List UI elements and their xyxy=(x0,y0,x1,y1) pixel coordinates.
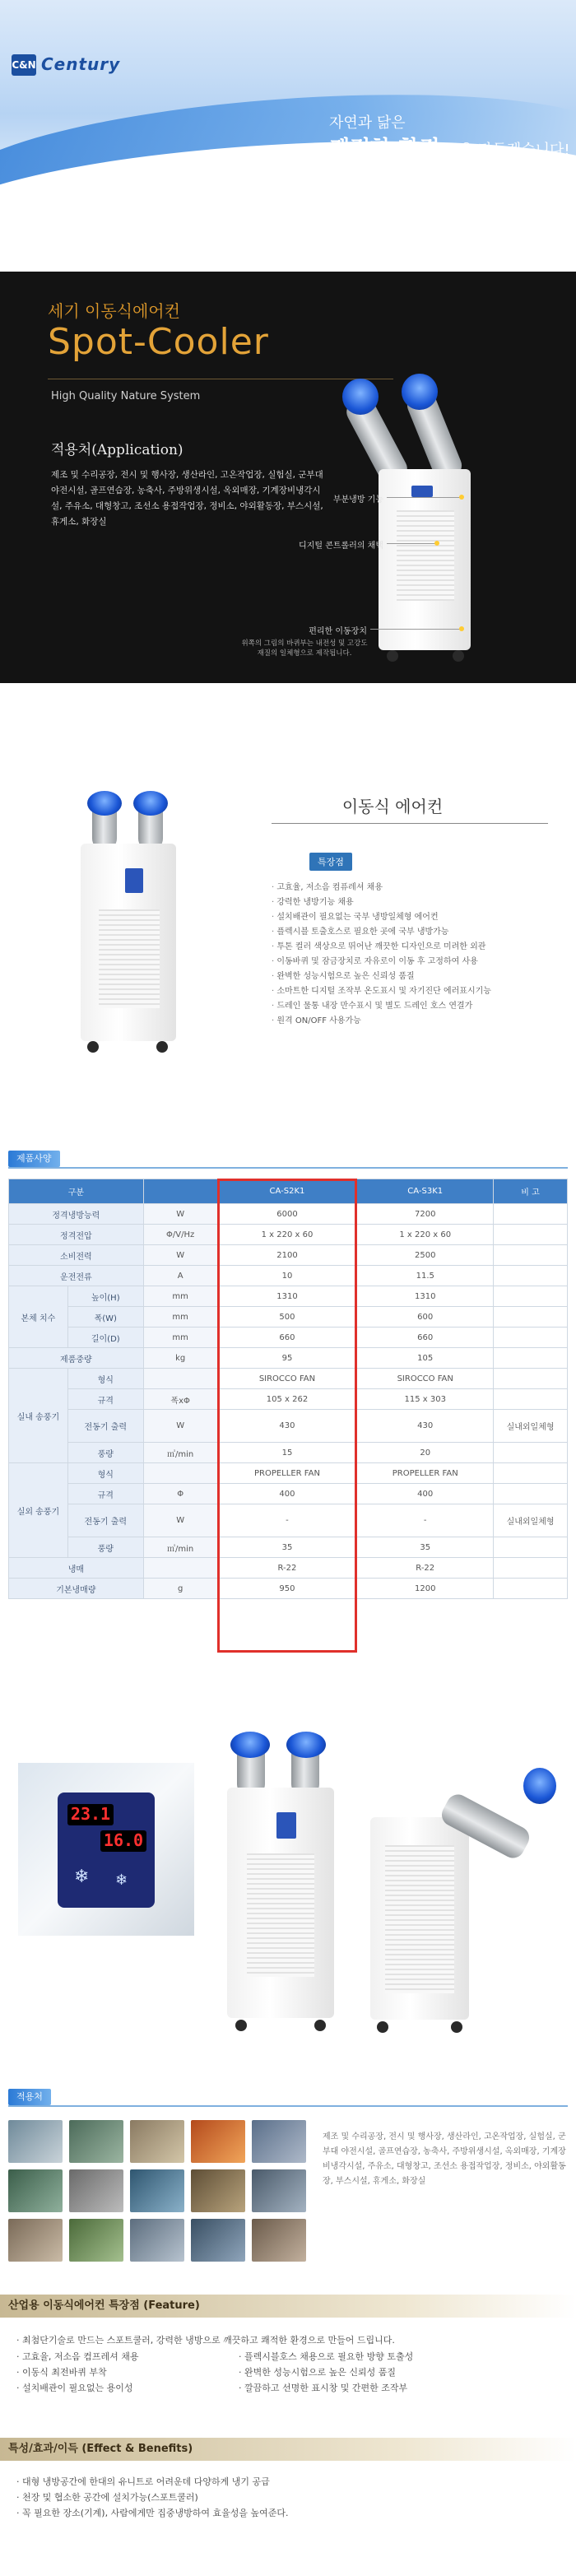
application-section-tab: 적용처 xyxy=(8,2089,51,2105)
header-banner xyxy=(0,0,576,207)
benefit-list xyxy=(16,2474,568,2521)
spec-cat: 형식 xyxy=(67,1369,143,1389)
spec-note xyxy=(494,1204,568,1225)
spec-s2: 1 x 220 x 60 xyxy=(217,1225,357,1245)
spec-cat: 규격 xyxy=(67,1389,143,1410)
spec-s2: 430 xyxy=(217,1410,357,1443)
spec-cat: 높이(H) xyxy=(67,1286,143,1307)
spec-note xyxy=(494,1286,568,1307)
spec-s3: SIROCCO FAN xyxy=(357,1369,494,1389)
spec-unit: kg xyxy=(143,1348,217,1369)
spec-s3: 660 xyxy=(357,1328,494,1348)
feature-left-list xyxy=(16,2349,255,2396)
logo-text: Century xyxy=(41,54,121,74)
spec-cat: 정격냉방능력 xyxy=(9,1204,144,1225)
spec-s3: 600 xyxy=(357,1307,494,1328)
spec-group-outdoor: 실외 송풍기 xyxy=(9,1463,68,1558)
photo-kitchen xyxy=(8,2219,63,2262)
photo-hall xyxy=(130,2219,184,2262)
spec-cat: 정격전압 xyxy=(9,1225,144,1245)
spec-header-s2: CA-S2K1 xyxy=(217,1179,357,1204)
feature-item: · 플렉시블호스 채용으로 필요한 방향 토출성 xyxy=(239,2349,568,2364)
logo-mark: C&N xyxy=(12,54,36,76)
spec-unit: Φ xyxy=(143,1484,217,1504)
feature-item: · 강력한 냉방기능 채용 xyxy=(272,895,560,910)
spec-unit: mm xyxy=(143,1307,217,1328)
spec-unit: W xyxy=(143,1204,217,1225)
spec-s3: 400 xyxy=(357,1484,494,1504)
feature-item: · 완벽한 성능시험으로 높은 신뢰성 품질 xyxy=(272,969,560,984)
application-description: 제조 및 수리공장, 전시 및 행사장, 생산라인, 고온작업장, 실험실, 군부대 야전시설, 골프연습장, 농축사, 주방위생시설, 옥외매장, 기계장비냉각시설, 주유소, 대형창고, 조선소 용접작업장, 정비소, 야외활동장, 부스시설, 휴게소, 화장실 xyxy=(323,2132,566,2186)
callout-leader xyxy=(387,543,436,544)
feature-item: · 플렉시블 토출호스로 필요한 곳에 국부 냉방가능 xyxy=(272,925,560,940)
spec-unit xyxy=(143,1463,217,1484)
spec-s3: 11.5 xyxy=(357,1266,494,1286)
spec-note: 실내외일체형 xyxy=(494,1410,568,1443)
spec-s2: 500 xyxy=(217,1307,357,1328)
spec-header-s3: CA-S3K1 xyxy=(357,1179,494,1204)
spec-cat: 풍량 xyxy=(67,1443,143,1463)
spec-s2: 15 xyxy=(217,1443,357,1463)
spec-group-indoor: 실내 송풍기 xyxy=(9,1369,68,1463)
feature-item: · 고효율, 저소음 컴퓨레셔 채용 xyxy=(272,881,560,895)
spec-unit: ㎥/min xyxy=(143,1537,217,1558)
spec-s2: 1310 xyxy=(217,1286,357,1307)
photo-factory xyxy=(8,2120,63,2163)
spec-s2: 10 xyxy=(217,1266,357,1286)
spec-unit xyxy=(143,1369,217,1389)
caster-note: 위쪽의 그림의 바퀴부는 내전성 및 고강도 재질의 일체형으로 제작됩니다. xyxy=(241,639,368,658)
spec-cat: 폭(W) xyxy=(67,1307,143,1328)
spec-note xyxy=(494,1369,568,1389)
photo-production-line xyxy=(69,2120,123,2163)
display-bottom: 16.0 xyxy=(100,1830,146,1852)
spec-s2: 400 xyxy=(217,1484,357,1504)
spec-cat: 소비전력 xyxy=(9,1245,144,1266)
spec-cat: 기본냉매량 xyxy=(9,1579,144,1599)
summary-product-illustration xyxy=(74,786,181,1058)
hero-tagline: High Quality Nature System xyxy=(51,390,201,402)
spec-s2: - xyxy=(217,1504,357,1537)
spec-unit: W xyxy=(143,1504,217,1537)
snowflake-icon: ❄ xyxy=(74,1867,90,1887)
slogan-line1: 자연과 닮은 xyxy=(329,114,406,132)
spec-s2: 35 xyxy=(217,1537,357,1558)
spec-cat: 풍량 xyxy=(67,1537,143,1558)
spec-s3: - xyxy=(357,1504,494,1537)
callout-leader xyxy=(387,497,461,498)
spec-s3: R-22 xyxy=(357,1558,494,1579)
slogan-emphasis: 쾌적한 환경 xyxy=(329,137,440,161)
spec-unit: mm xyxy=(143,1286,217,1307)
photo-warehouse xyxy=(130,2120,184,2163)
photo-farm xyxy=(69,2219,123,2262)
feature-item: · 깔끔하고 선명한 표시창 및 간편한 조작부 xyxy=(239,2380,568,2396)
spec-note xyxy=(494,1245,568,1266)
spec-s3: 1310 xyxy=(357,1286,494,1307)
side-unit-photo xyxy=(362,1722,568,2043)
spec-s3: 7200 xyxy=(357,1204,494,1225)
spec-unit: A xyxy=(143,1266,217,1286)
spec-unit: ㎥/min xyxy=(143,1443,217,1463)
spec-group-body: 본체 치수 xyxy=(9,1286,68,1348)
spec-s2: 6000 xyxy=(217,1204,357,1225)
feature-section-heading: 산업용 이동식에어컨 특장점 (Feature) xyxy=(0,2295,576,2318)
spec-note xyxy=(494,1307,568,1328)
highlight-box-s2 xyxy=(217,1179,357,1653)
photo-garage xyxy=(252,2219,306,2262)
spec-note xyxy=(494,1225,568,1245)
spec-cat: 전동기 출력 xyxy=(67,1410,143,1443)
callout-dot xyxy=(459,495,464,500)
spec-note xyxy=(494,1328,568,1348)
spec-s3: 35 xyxy=(357,1537,494,1558)
spec-s3: PROPELLER FAN xyxy=(357,1463,494,1484)
callout-leader xyxy=(370,629,461,630)
callout-dot xyxy=(434,541,439,546)
spec-s2: 660 xyxy=(217,1328,357,1348)
spec-cat: 전동기 출력 xyxy=(67,1504,143,1537)
spec-note xyxy=(494,1537,568,1558)
feature-item: · 원격 ON/OFF 사용가능 xyxy=(272,1014,560,1029)
spec-s2: PROPELLER FAN xyxy=(217,1463,357,1484)
benefit-item: · 천장 및 협소한 공간에 설치가능(스포트쿨러) xyxy=(16,2490,568,2505)
features-list xyxy=(272,881,560,1029)
display-top: 23.1 xyxy=(67,1804,114,1825)
features-badge: 특장점 xyxy=(309,853,352,871)
spec-s2: 105 x 262 xyxy=(217,1389,357,1410)
spec-note xyxy=(494,1463,568,1484)
spec-header-unit xyxy=(143,1179,217,1204)
spec-cat: 길이(D) xyxy=(67,1328,143,1348)
spec-unit: W xyxy=(143,1245,217,1266)
spec-s2: 95 xyxy=(217,1348,357,1369)
spec-s2: R-22 xyxy=(217,1558,357,1579)
spec-cat: 운전전류 xyxy=(9,1266,144,1286)
application-heading: 적용처(Application) xyxy=(51,442,183,458)
hero-product-illustration xyxy=(354,362,485,675)
spec-header-category: 구분 xyxy=(9,1179,144,1204)
spec-s3: 1200 xyxy=(357,1579,494,1599)
feature-item: · 고효율, 저소음 컴프레셔 채용 xyxy=(16,2349,255,2364)
spec-s2: SIROCCO FAN xyxy=(217,1369,357,1389)
callout-digital-controller: 디지털 콘트롤러의 채택 xyxy=(299,542,383,551)
photo-workshop xyxy=(252,2120,306,2163)
photo-welding xyxy=(191,2120,245,2163)
front-unit-photo xyxy=(219,1722,342,2043)
feature-item: · 이동식 최전바퀴 부착 xyxy=(16,2364,255,2380)
spec-section-tab: 제품사양 xyxy=(8,1151,60,1167)
spec-cat: 형식 xyxy=(67,1463,143,1484)
photo-storage xyxy=(191,2169,245,2212)
application-section-bar xyxy=(8,2105,568,2107)
slogan-tail: 을 만들겠습니다! xyxy=(459,142,570,159)
callout-partial-cooling: 부분냉방 기능 xyxy=(332,495,383,505)
spec-s2: 2100 xyxy=(217,1245,357,1266)
photo-machinery xyxy=(69,2169,123,2212)
photo-assembly xyxy=(130,2169,184,2212)
benefit-item: · 꼭 필요한 장소(기계), 사람에게만 집중냉방하여 효율성을 높여준다. xyxy=(16,2505,568,2521)
feature-lead xyxy=(16,2332,568,2348)
hero-subtitle: 세기 이동식에어컨 xyxy=(48,301,180,321)
application-text: 제조 및 수리공장, 전시 및 행사장, 생산라인, 고온작업장, 실험실, 군부대 야전시설, 골프연습장, 농축사, 주방위생시설, 옥외매장, 기계장비냉각시설, 주유소, 대형창고, 조선소 용접작업장, 정비소, 야외활동장, 부스시설, 휴게소, 화장실 xyxy=(51,470,323,527)
spec-cat: 제품중량 xyxy=(9,1348,144,1369)
spec-note xyxy=(494,1266,568,1286)
spec-unit xyxy=(143,1558,217,1579)
model-divider xyxy=(272,823,548,824)
feature-item: · 소마트한 디지털 조작부 온도표시 및 자기진단 에러표시기능 xyxy=(272,984,560,999)
spec-s3: 20 xyxy=(357,1443,494,1463)
spec-s3: 115 x 303 xyxy=(357,1389,494,1410)
spec-header-note: 비 고 xyxy=(494,1179,568,1204)
benefit-section-heading: 특성/효과/이득 (Effect & Benefits) xyxy=(0,2438,576,2461)
hero-title: Spot-Cooler xyxy=(48,321,269,363)
spec-note xyxy=(494,1443,568,1463)
spec-note xyxy=(494,1579,568,1599)
feature-item: · 이동바퀴 및 잠금장치로 자유로이 이동 후 고정하여 사용 xyxy=(272,955,560,969)
callout-dot xyxy=(459,626,464,631)
photo-shipyard xyxy=(191,2219,245,2262)
spec-note xyxy=(494,1389,568,1410)
spec-note xyxy=(494,1484,568,1504)
application-photo-grid xyxy=(8,2120,313,2268)
feature-item: · 투톤 컬러 색상으로 뛰어난 깨끗한 디자인으로 미려한 외관 xyxy=(272,940,560,955)
spec-s2: 950 xyxy=(217,1579,357,1599)
spec-section-bar xyxy=(8,1167,568,1169)
feature-right-list xyxy=(239,2349,568,2396)
spec-s3: 105 xyxy=(357,1348,494,1369)
controller xyxy=(58,1793,155,1908)
callout-caster: 편리한 이동장치 xyxy=(309,627,367,636)
feature-item: · 설치배관이 필요없는 국부 냉방일체형 에어컨 xyxy=(272,910,560,925)
spec-cat: 규격 xyxy=(67,1484,143,1504)
model-title: 이동식 에어컨 xyxy=(341,797,444,816)
feature-item: · 드레인 물통 내장 만수표시 및 별도 드레인 호스 연결가 xyxy=(272,999,560,1014)
spec-unit: Φ/V/Hz xyxy=(143,1225,217,1245)
spec-unit: mm xyxy=(143,1328,217,1348)
spec-cat: 냉매 xyxy=(9,1558,144,1579)
spec-note xyxy=(494,1348,568,1369)
spec-s3: 430 xyxy=(357,1410,494,1443)
feature-lead-text: · 최첨단기술로 만드는 스포트쿨러, 강력한 냉방으로 깨끗하고 쾌적한 환경으로 만들어 드립니다. xyxy=(16,2332,568,2348)
control-panel-photo xyxy=(18,1763,194,1936)
photo-lab xyxy=(8,2169,63,2212)
feature-item: · 완벽한 성능시험으로 높은 신뢰성 품질 xyxy=(239,2364,568,2380)
photo-plant xyxy=(252,2169,306,2212)
spec-s3: 1 x 220 x 60 xyxy=(357,1225,494,1245)
spec-s3: 2500 xyxy=(357,1245,494,1266)
spec-note xyxy=(494,1558,568,1579)
spec-unit: g xyxy=(143,1579,217,1599)
spec-unit: 폭xΦ xyxy=(143,1389,217,1410)
spec-note: 실내외일체형 xyxy=(494,1504,568,1537)
spec-unit: W xyxy=(143,1410,217,1443)
feature-item: · 설치배관이 필요없는 용이성 xyxy=(16,2380,255,2396)
benefit-item: · 대형 냉방공간에 한대의 유니트로 어려운데 다양하게 냉기 공급 xyxy=(16,2474,568,2490)
snowflake-icon: ❄ xyxy=(115,1872,128,1889)
